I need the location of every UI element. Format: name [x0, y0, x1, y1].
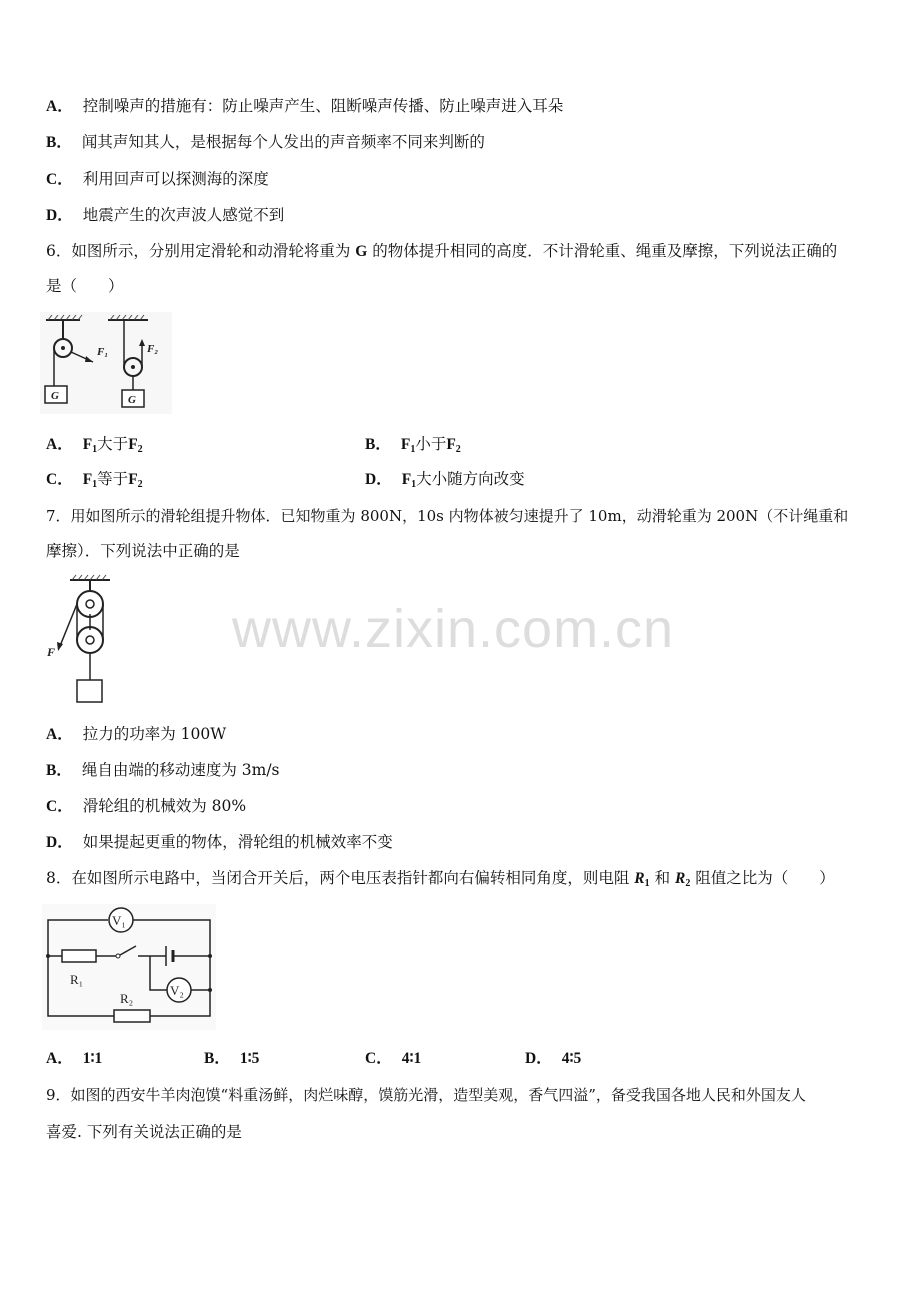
q8-option-c: C． 4∶1 [365, 1050, 422, 1067]
q8-option-b: B． 1∶5 [204, 1050, 260, 1067]
q6-f1-label: F₁ [97, 346, 109, 358]
q8-v1-label: V₁ [112, 913, 126, 928]
q6-option-c: C． $F_1$等于$F_2$ [46, 470, 143, 490]
q6-f2-label: F₂ [147, 343, 159, 355]
q6-pulley-figure [40, 312, 172, 414]
q7-f-label: F [47, 645, 56, 659]
q8-v2-label: V₂ [170, 983, 184, 998]
q7-pulley-block-figure [44, 574, 124, 706]
q6-stem-line2: 是（ ） [46, 277, 124, 295]
svg-text:G: G [128, 394, 136, 406]
q5-option-d: D． 地震产生的次声波人感觉不到 [46, 206, 285, 224]
q5-option-b: B． 闻其声知其人，是根据每个人发出的声音频率不同来判断的 [46, 133, 485, 151]
q7-option-a: A． 拉力的功率为 100W [46, 725, 227, 743]
q8-circuit-figure [42, 904, 216, 1030]
q6-option-b: B． $F_1$小于$F_2$ [365, 435, 461, 455]
svg-text:G: G [51, 390, 59, 402]
q7-stem-line1: 7．用如图所示的滑轮组提升物体．已知物重为 800N，10s 内物体被匀速提升了 10m，动滑轮重为 200N（不计绳重和 [46, 507, 849, 525]
q9-stem-line1: 9．如图的西安牛羊肉泡馍“料重汤鲜，肉烂味醇，馍筋光滑，造型美观，香气四溢”，备受我国各地人民和外国友人 [46, 1086, 806, 1104]
q5-option-c: C． 利用回声可以探测海的深度 [46, 170, 269, 188]
q5-option-a: A． 控制噪声的措施有：防止噪声产生、阻断噪声传播、防止噪声进入耳朵 [46, 97, 564, 115]
q6-option-d: D． $F_1$大小随方向改变 [365, 470, 525, 490]
q8-r1-label: R₁ [70, 972, 84, 987]
q8-option-a: A． 1∶1 [46, 1050, 103, 1067]
q8-option-d: D． 4∶5 [525, 1050, 582, 1067]
q7-option-b: B． 绳自由端的移动速度为 3m/s [46, 761, 280, 779]
q7-option-d: D． 如果提起更重的物体，滑轮组的机械效率不变 [46, 833, 393, 851]
q8-r2-label: R₂ [120, 991, 134, 1006]
q7-option-c: C． 滑轮组的机械效为 80% [46, 797, 247, 815]
q6-stem-line1: 6．如图所示，分别用定滑轮和动滑轮将重为 G 的物体提升相同的高度．不计滑轮重、绳重及摩擦，下列说法正确的 [46, 242, 838, 260]
q6-option-a: A． $F_1$大于$F_2$ [46, 435, 143, 455]
watermark: www.zixin.com.cn [232, 599, 675, 659]
q8-stem: 8．在如图所示电路中，当闭合开关后，两个电压表指针都向右偏转相同角度，则电阻 $R_1$ 和 $R_2$ 阻值之比为（ ） [46, 869, 835, 889]
q7-stem-line2: 摩擦）．下列说法中正确的是 [46, 542, 240, 560]
q9-stem-line2: 喜爱. 下列有关说法正确的是 [46, 1123, 242, 1141]
